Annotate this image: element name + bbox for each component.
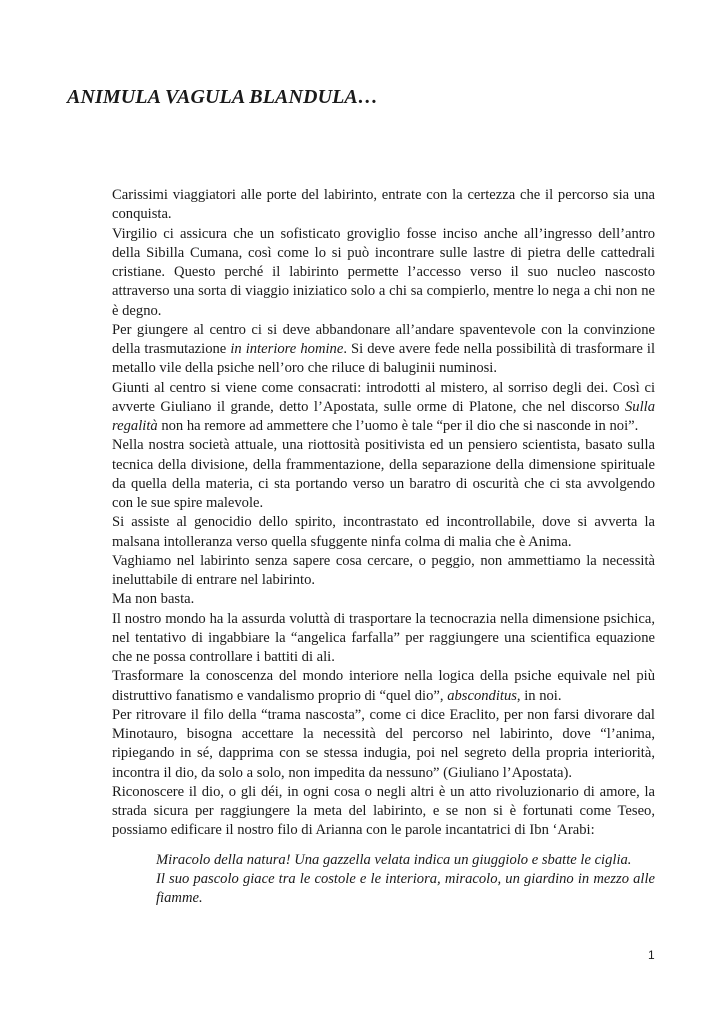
text-segment: Per ritrovare il filo della “trama nascosta”, come ci dice Eraclito, per non farsi divorare dal Minotauro, bisogna accettare la necessità del percorso nel labirinto, dove “l’anima, ripiegando in sé, dapprima con se stessa indugia, poi nel segreto della propria interiorità, incontra il dio, da solo a solo, non impedita da nessuno” (Giuliano l’Apostata). — [112, 706, 655, 781]
paragraph — [112, 610, 655, 668]
text-segment: Ma non basta. — [112, 591, 195, 608]
italic-phrase: absconditus — [447, 687, 517, 704]
paragraph — [112, 552, 655, 591]
text-segment: Trasformare la conoscenza del mondo interiore nella logica della psiche equivale nel più distruttivo fanatismo e vandalismo proprio di “quel dio”, — [112, 668, 655, 704]
block-quote — [156, 851, 655, 909]
text-segment: Per giungere al centro ci si deve abbandonare all’andare spaventevole con la convinzione della trasmutazione — [112, 321, 655, 357]
text-segment: Giunti al centro si viene come consacrati: introdotti al mistero, al sorriso degli dei. Così ci avverte Giuliano il grande, detto l’Apostata, sulle orme di Platone, che nel discorso — [112, 379, 655, 415]
paragraph — [112, 706, 655, 783]
text-segment: , in noi. — [516, 687, 562, 704]
text-segment: Carissimi viaggiatori alle porte del labirinto, entrate con la certezza che il percorso sia una conquista. — [112, 187, 655, 223]
text-segment: Vaghiamo nel labirinto senza sapere cosa cercare, o peggio, non ammettiamo la necessità ineluttabile di entrare nel labirinto. — [112, 552, 655, 588]
document-body — [112, 186, 655, 908]
quote-line: Miracolo della natura! Una gazzella velata indica un giuggiolo e sbatte le ciglia. — [156, 851, 632, 868]
text-segment: Riconoscere il dio, o gli déi, in ogni cosa o negli altri è un atto rivoluzionario di amore, la strada sicura per raggiungere la meta del labirinto, e se non si è fortunati come Teseo, possiamo edificare il nostro filo di Arianna con le parole incantatrici di Ibn ‘Arabi: — [112, 783, 655, 839]
paragraph — [112, 667, 655, 706]
text-segment: Si assiste al genocidio dello spirito, incontrastato ed incontrollabile, dove si avverta la malsana intolleranza verso quella sfuggente ninfa colma di malia che è Anima. — [112, 514, 655, 550]
paragraph — [112, 379, 655, 437]
paragraph — [112, 186, 655, 225]
text-segment: Nella nostra società attuale, una riottosità positivista ed un pensiero scientista, basato sulla tecnica della divisione, della frammentazione, della separazione della dimensione spirituale da quella della materia, ci sta portando verso un baratro di oscurità che ci sta avvolgendo con le sue spire malevole. — [112, 437, 655, 511]
text-segment: non ha remore ad ammettere che l’uomo è tale “per il dio che si nasconde in noi”. — [157, 418, 639, 434]
paragraph — [112, 590, 655, 609]
text-segment: Il nostro mondo ha la assurda voluttà di trasportare la tecnocrazia nella dimensione psichica, nel tentativo di ingabbiare la “angelica farfalla” per raggiungere una scientifica equazione che ne possa controllare i battiti di ali. — [112, 610, 655, 665]
text-segment: Virgilio ci assicura che un sofisticato groviglio fosse inciso anche all’ingresso dell’antro della Sibilla Cumana, così come lo si può incontrare sulle lastre di pietra delle cattedrali cristiane. Questo perché il labirinto permette l’accesso verso il suo nucleo nascosto attraverso una sorta di viaggio iniziatico solo a chi sa compierlo, mentre lo nega a chi non ne è degno. — [112, 225, 655, 319]
paragraph — [112, 321, 655, 379]
document-title: ANIMULA VAGULA BLANDULA… — [67, 86, 378, 108]
quote-line: Il suo pascolo giace tra le costole e le interiora, miracolo, un giardino in mezzo alle fiamme. — [156, 870, 655, 906]
paragraph — [112, 436, 655, 513]
paragraph — [112, 513, 655, 552]
paragraph-list — [112, 186, 655, 841]
italic-phrase: in interiore homine — [230, 341, 344, 357]
text-segment: . Si deve avere fede nella possibilità di trasformare il metallo vile della psiche nell’oro che riluce di baluginii numinosi. — [112, 341, 656, 377]
paragraph — [112, 783, 655, 841]
italic-phrase: Sulla regalità — [112, 398, 655, 434]
paragraph — [112, 225, 655, 321]
page-number: 1 — [648, 948, 655, 962]
